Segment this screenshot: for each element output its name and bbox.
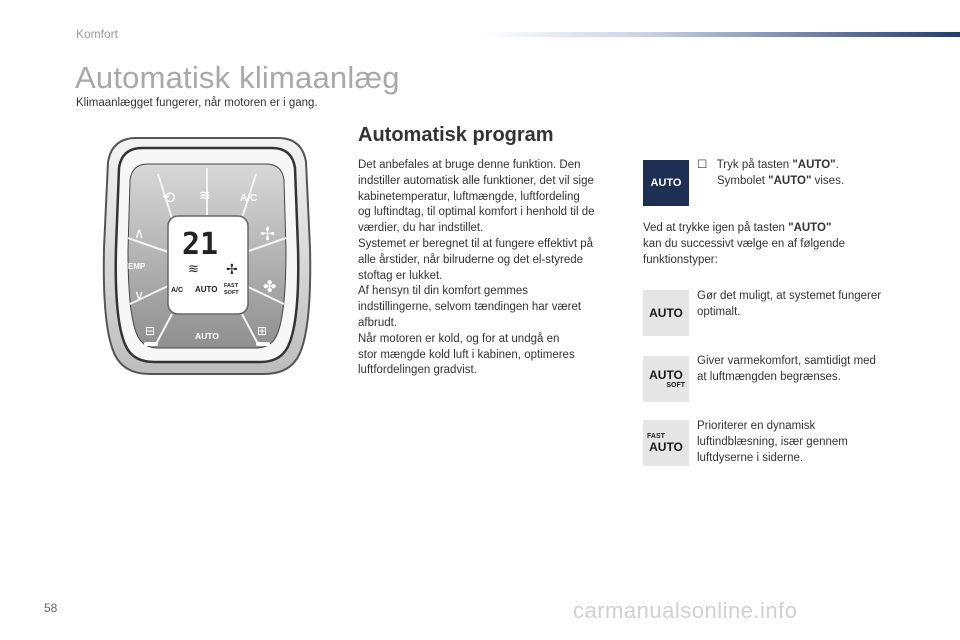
paragraph-3: Af hensyn til din komfort gemmes indstillingerne, selvom tændingen har været afbrudt. — [358, 285, 582, 329]
checkbox-bullet-icon: ☐ — [697, 159, 708, 171]
climate-control-panel-illustration — [96, 128, 318, 380]
display-ac: A/C — [171, 287, 184, 294]
section-title: Komfort — [76, 27, 119, 41]
paragraph-4: Når motoren er kold, og for at undgå en stor mængde kold luft i kabinen, optimeres luftfordelingen gradvist. — [358, 332, 575, 377]
windscreen-airflow-icon: ≋ — [199, 188, 211, 204]
ac-button-label: A/C — [240, 193, 258, 204]
recirculation-icon: ⟲ — [162, 188, 176, 207]
fast-auto-mode-description: Prioriterer en dynamisk luftindblæsning, især gennem luftdyserne i siderne. — [697, 420, 848, 464]
step-line-1: ☐ Tryk på tasten "AUTO". — [697, 159, 839, 171]
page-title: Automatisk klimaanlæg — [75, 60, 400, 95]
auto-soft-mode-icon: AUTO SOFT — [643, 356, 689, 402]
step-line-2: Symbolet "AUTO" vises. — [717, 175, 845, 187]
section-heading: Automatisk program — [358, 124, 554, 146]
display-temperature: 21 — [182, 227, 219, 262]
auto-mode-description: Gør det muligt, at systemet fungerer optimalt. — [697, 290, 882, 318]
temp-label: TEMP — [123, 262, 146, 271]
auto-button-icon: AUTO — [643, 160, 689, 206]
front-demist-icon: ⊞ — [257, 324, 268, 338]
page-subtitle: Klimaanlægget fungerer, når motoren er i gang. — [76, 97, 318, 109]
fast-auto-mode-icon: FAST AUTO — [643, 420, 689, 466]
display-airflow-icon: ≋ — [188, 262, 199, 277]
fan-high-icon: ✢ — [260, 224, 276, 245]
display-auto: AUTO — [195, 285, 218, 294]
auto-soft-mode-description: Giver varmekomfort, samtidigt med at luftmængden begrænses. — [697, 355, 876, 383]
front-demist-led — [256, 342, 270, 346]
repeat-press-text: Ved at trykke igen på tasten "AUTO" kan du successivt vælge en af følgende funktionstyper: — [643, 222, 846, 266]
auto-button-label: AUTO — [195, 331, 219, 341]
auto-mode-icon: AUTO — [643, 290, 689, 336]
rear-demist-led — [144, 342, 158, 346]
fan-low-icon: ✤ — [263, 277, 277, 296]
temp-down-icon: ∨ — [134, 288, 145, 304]
watermark: carmanualsonline.info — [573, 598, 798, 623]
display-fan-icon: ✢ — [226, 262, 238, 278]
rear-demist-icon: ⊟ — [145, 324, 156, 338]
display-fast: FAST — [224, 283, 239, 289]
paragraph-1: Det anbefales at bruge denne funktion. Den indstiller automatisk alle funktioner, det vil sige kabinetemperatur, luftmængde, luftfordeling og luftindtag, til optimal komfort i henhold til de værdier, du har indstillet. — [358, 159, 595, 235]
body-text — [358, 158, 620, 379]
display-soft: SOFT — [224, 290, 239, 296]
paragraph-2: Systemet er beregnet til at fungere effektivt på alle årstider, når bilruderne og det el-styrede stoftag er lukket. — [358, 237, 594, 282]
step-instruction — [697, 157, 844, 189]
temp-up-icon: ∧ — [134, 226, 145, 242]
header-gradient-bar — [478, 32, 960, 37]
page-number: 58 — [44, 601, 58, 615]
